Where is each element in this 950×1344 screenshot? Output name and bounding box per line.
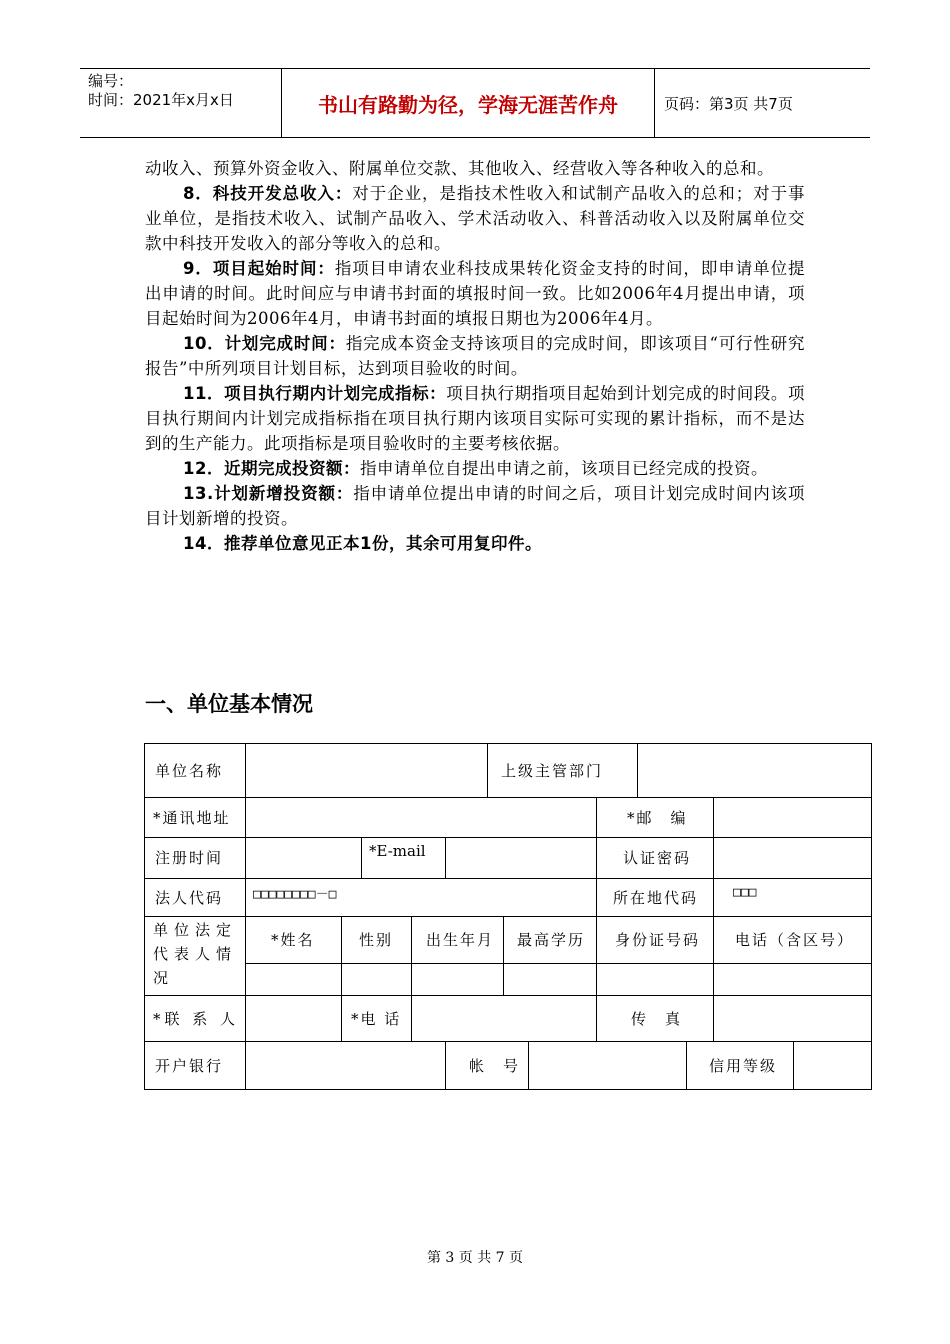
table-rule <box>245 963 871 964</box>
header-page: 页码：第3页 共7页 <box>664 94 793 113</box>
table-rule <box>445 1041 446 1089</box>
paragraph-9-text: 指项目申请农业科技成果转化资金支持的时间，即申请单位提出申请的时间。此时间应与申请书封面的填报时间一致。比如2006年4月提出申请，项目起始时间为2006年4月，申请书封面的填报日期也为2006年4月。 <box>145 259 805 328</box>
table-rule <box>503 916 504 995</box>
paragraph-9-title: 9．项目起始时间： <box>183 259 335 278</box>
table-rule <box>245 744 246 1089</box>
paragraph-13-title: 13.计划新增投资额： <box>183 484 354 503</box>
table-rule <box>445 837 446 878</box>
label-location-code: 所在地代码 <box>613 888 699 907</box>
paragraph-9 <box>145 256 805 331</box>
header-motto: 书山有路勤为径，学海无涯苦作舟 <box>282 69 655 137</box>
label-phone: *电 话 <box>351 1009 402 1028</box>
label-auth-code: 认证密码 <box>623 849 692 867</box>
location-code-boxes: □□□ <box>733 884 757 900</box>
paragraph-8-title: 8．科技开发总收入： <box>183 184 353 203</box>
label-email: *E-mail <box>369 842 426 860</box>
table-rule <box>361 837 362 878</box>
label-fax: 传 真 <box>631 1009 683 1028</box>
paragraph-13-text: 指申请单位提出申请的时间之后，项目计划完成时间内该项目计划新增的投资。 <box>145 484 806 528</box>
document-body <box>145 156 805 556</box>
table-rule <box>145 837 871 838</box>
label-address: *通讯地址 <box>153 808 231 827</box>
paragraph-continued: 动收入、预算外资金收入、附属单位交款、其他收入、经营收入等各种收入的总和。 <box>145 159 774 178</box>
header-time: 时间：2021年x月x日 <box>88 91 234 109</box>
paragraph-10-text: 指完成本资金支持该项目的完成时间，即该项目“可行性研究报告”中所列项目计划目标，达到项目验收的时间。 <box>145 334 806 378</box>
label-phone-area: 电话（含区号） <box>735 931 855 949</box>
label-credit: 信用等级 <box>709 1056 778 1075</box>
label-education: 最高学历 <box>517 931 586 949</box>
paragraph-14 <box>145 531 805 556</box>
table-rule <box>596 797 597 878</box>
paragraph-8 <box>145 181 805 256</box>
table-rule <box>411 916 412 1041</box>
paragraph-10 <box>145 331 805 381</box>
header-meta <box>80 69 282 137</box>
table-rule <box>637 744 638 797</box>
paragraph-11 <box>145 381 805 456</box>
table-rule <box>793 1041 794 1089</box>
paragraph-10-title: 10．计划完成时间： <box>183 334 346 353</box>
table-rule <box>145 995 871 996</box>
paragraph-14-text: 14．推荐单位意见正本1份，其余可用复印件。 <box>183 534 542 553</box>
header-number: 编号： <box>88 72 134 90</box>
paragraph-13 <box>145 481 805 531</box>
table-rule <box>341 916 342 1041</box>
table-rule <box>686 1041 687 1089</box>
paragraph-12-text: 指申请单位自提出申请之前，该项目已经完成的投资。 <box>359 459 768 478</box>
page-header <box>80 68 870 138</box>
label-rep-info: 单位法定代表人情况 <box>153 921 238 987</box>
legal-code-boxes: □□□□□□□□－□ <box>253 886 337 902</box>
label-birth: 出生年月 <box>426 931 495 949</box>
paragraph-8-text: 对于企业，是指技术性收入和试制产品收入的总和；对于事业单位，是指技术收入、试制产品收入、学术活动收入、科普活动收入以及附属单位交款中科技开发收入的部分等收入的总和。 <box>145 184 806 253</box>
label-legal-code: 法人代码 <box>155 888 224 907</box>
table-rule <box>487 744 488 797</box>
label-gender: 性别 <box>359 931 394 949</box>
label-id-no: 身份证号码 <box>615 931 701 949</box>
paragraph-12-title: 12．近期完成投资额： <box>183 459 360 478</box>
table-rule <box>528 1041 529 1089</box>
label-reg-time: 注册时间 <box>155 849 224 867</box>
label-postcode: *邮 编 <box>627 808 688 827</box>
paragraph-11-text: 项目执行期指项目起始到计划完成的时间段。项目执行期间内计划完成指标指在项目执行期内该项目实际可实现的累计指标，而不是达到的生产能力。此项指标是项目验收时的主要考核依据。 <box>145 384 805 453</box>
table-rule <box>596 916 597 1041</box>
label-unit-name: 单位名称 <box>155 762 224 780</box>
unit-info-table <box>144 743 872 1090</box>
label-account: 帐 号 <box>469 1056 521 1075</box>
label-contact: *联 系 人 <box>153 1009 240 1028</box>
paragraph-12 <box>145 456 805 481</box>
paragraph-11-title: 11．项目执行期内计划完成指标： <box>183 384 447 403</box>
label-parent-dept: 上级主管部门 <box>501 762 604 780</box>
table-rule <box>713 797 714 1041</box>
label-bank: 开户银行 <box>155 1056 224 1075</box>
page-footer: 第 3 页 共 7 页 <box>426 1250 524 1266</box>
table-rule <box>145 797 871 798</box>
label-name: *姓名 <box>271 931 315 949</box>
section-title: 一、单位基本情况 <box>145 692 313 716</box>
table-rule <box>596 878 597 916</box>
